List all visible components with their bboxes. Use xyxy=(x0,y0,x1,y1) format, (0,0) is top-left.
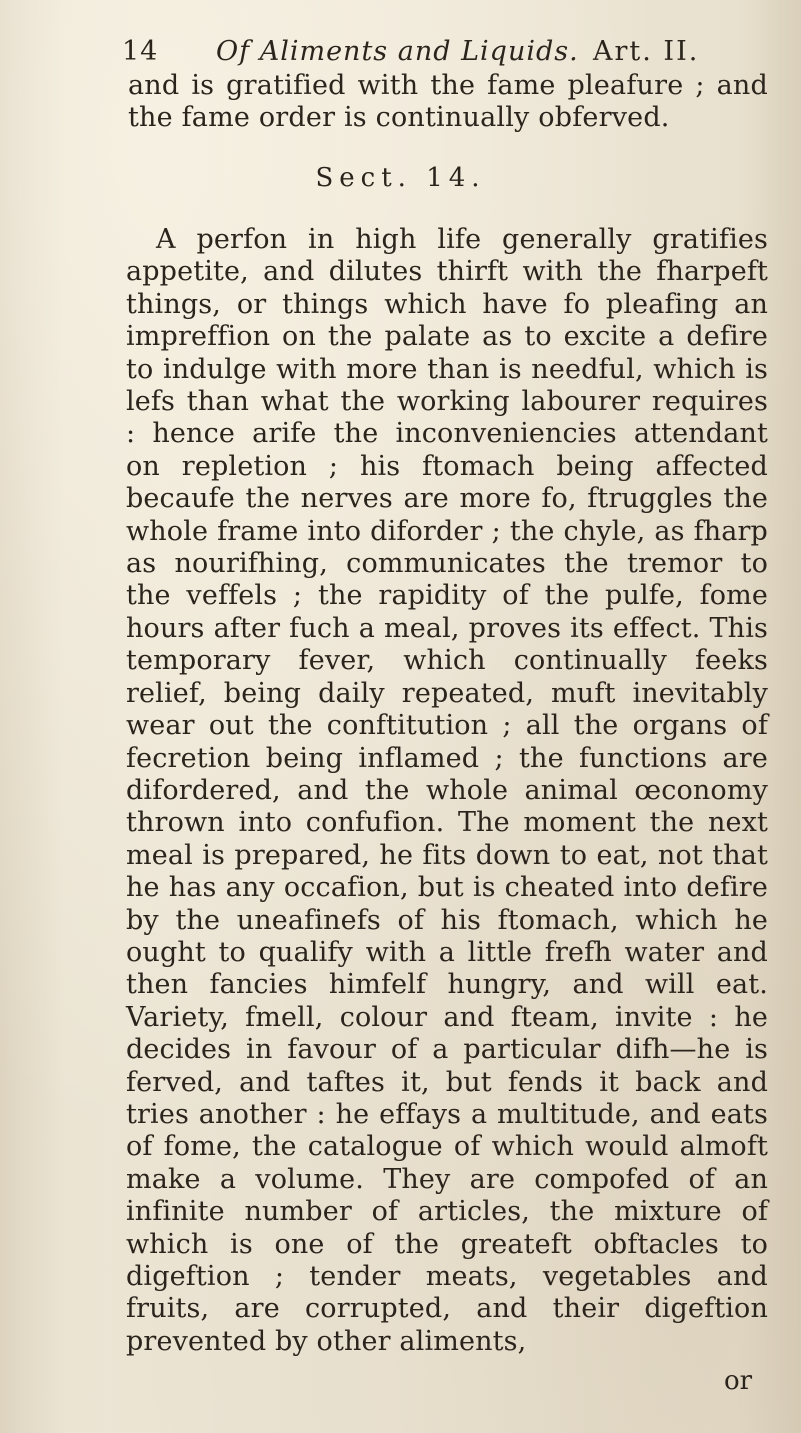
catchword: or xyxy=(724,1366,753,1396)
body-paragraph xyxy=(126,224,768,1358)
running-title: Of Aliments and Liquids. xyxy=(216,36,579,67)
section-heading: Sect. 14. xyxy=(315,163,486,193)
body-text: A perfon in high life generally gratifies appetite, and dilutes thirft with the fharpeft things, or things which have fo pleafing an impreffion on the palate as to excite a defire to indulge with more than is needful, which is lefs than what the working labourer requires : hence arife the inconveniencies attendant on repletion ; his ftomach being affected becaufe the nerves are more fo, ftruggles the whole frame into diforder ; the chyle, as fharp as nourifhing, communicates the tremor to the veffels ; the rapidity of the pulfe, fome hours after fuch a meal, proves its effect. This temporary fever, which continually feeks relief, being daily repeated, muft inevitably wear out the conftitution ; all the organs of fecretion being inflamed ; the functions are difordered, and the whole animal œconomy thrown into confufion. The moment the next meal is prepared, he fits down to eat, not that he has any occafion, but is cheated into defire by the uneafinefs of his ftomach, which he ought to qualify with a little frefh water and then fancies himfelf hungry, and will eat. Variety, fmell, colour and fteam, invite : he decides in favour of a particular difh—he is ferved, and taftes it, but fends it back and tries another : he effays a multitude, and eats of fome, the catalogue of which would almoft make a volume. They are compofed of an infinite number of articles, the mixture of which is one of the greateft obftacles to digeftion ; tender meats, vegetables and fruits, are corrupted, and their digeftion prevented by other aliments, xyxy=(126,224,768,1357)
opening-text: and is gratified with the fame pleafure ; and the fame order is continually obferved. xyxy=(128,70,768,133)
page-number: 14 xyxy=(122,36,159,67)
opening-paragraph xyxy=(128,70,768,134)
article-label: Art. II. xyxy=(593,36,700,67)
